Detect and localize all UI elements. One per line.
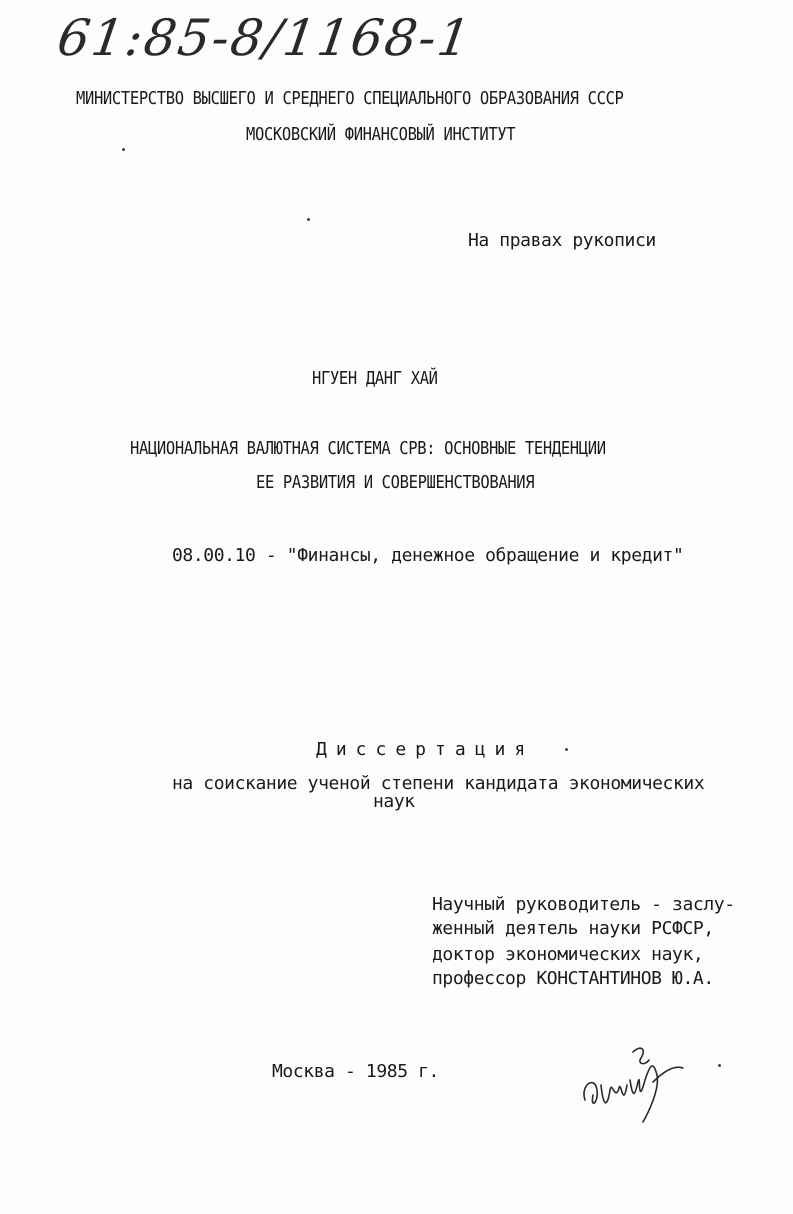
specialty-code: 08.00.10 - "Финансы, денежное обращение и кредит": [172, 545, 684, 566]
degree-line-2: наук: [373, 791, 415, 812]
paper-speck: [565, 748, 568, 751]
paper-speck: [307, 218, 310, 221]
supervisor-line-2: женный деятель науки РСФСР,: [432, 918, 714, 939]
title-line-2: ЕЕ РАЗВИТИЯ И СОВЕРШЕНСТВОВАНИЯ: [256, 472, 535, 493]
place-and-year: Москва - 1985 г.: [272, 1061, 439, 1082]
handwritten-signature: [575, 1040, 695, 1125]
author-name: НГУЕН ДАНГ ХАЙ: [312, 368, 438, 389]
supervisor-line-3: доктор экономических наук,: [432, 944, 704, 965]
paper-speck: [718, 1064, 721, 1067]
ministry-header: МИНИСТЕРСТВО ВЫСШЕГО И СРЕДНЕГО СПЕЦИАЛЬНОГО ОБРАЗОВАНИЯ СССР: [76, 88, 624, 109]
dissertation-label: Диссертация: [316, 739, 535, 760]
degree-line-1: на соискание ученой степени кандидата экономических: [172, 773, 705, 794]
institute-header: МОСКОВСКИЙ ФИНАНСОВЫЙ ИНСТИТУТ: [246, 124, 516, 145]
rights-notice: На правах рукописи: [468, 230, 656, 251]
handwritten-accession-number: 61:85-8/1168-1: [53, 9, 476, 67]
title-line-1: НАЦИОНАЛЬНАЯ ВАЛЮТНАЯ СИСТЕМА СРВ: ОСНОВНЫЕ ТЕНДЕНЦИИ: [130, 438, 606, 459]
paper-speck: [122, 148, 125, 151]
supervisor-line-1: Научный руководитель - заслу-: [432, 894, 735, 915]
supervisor-line-4: профессор КОНСТАНТИНОВ Ю.А.: [432, 968, 714, 989]
